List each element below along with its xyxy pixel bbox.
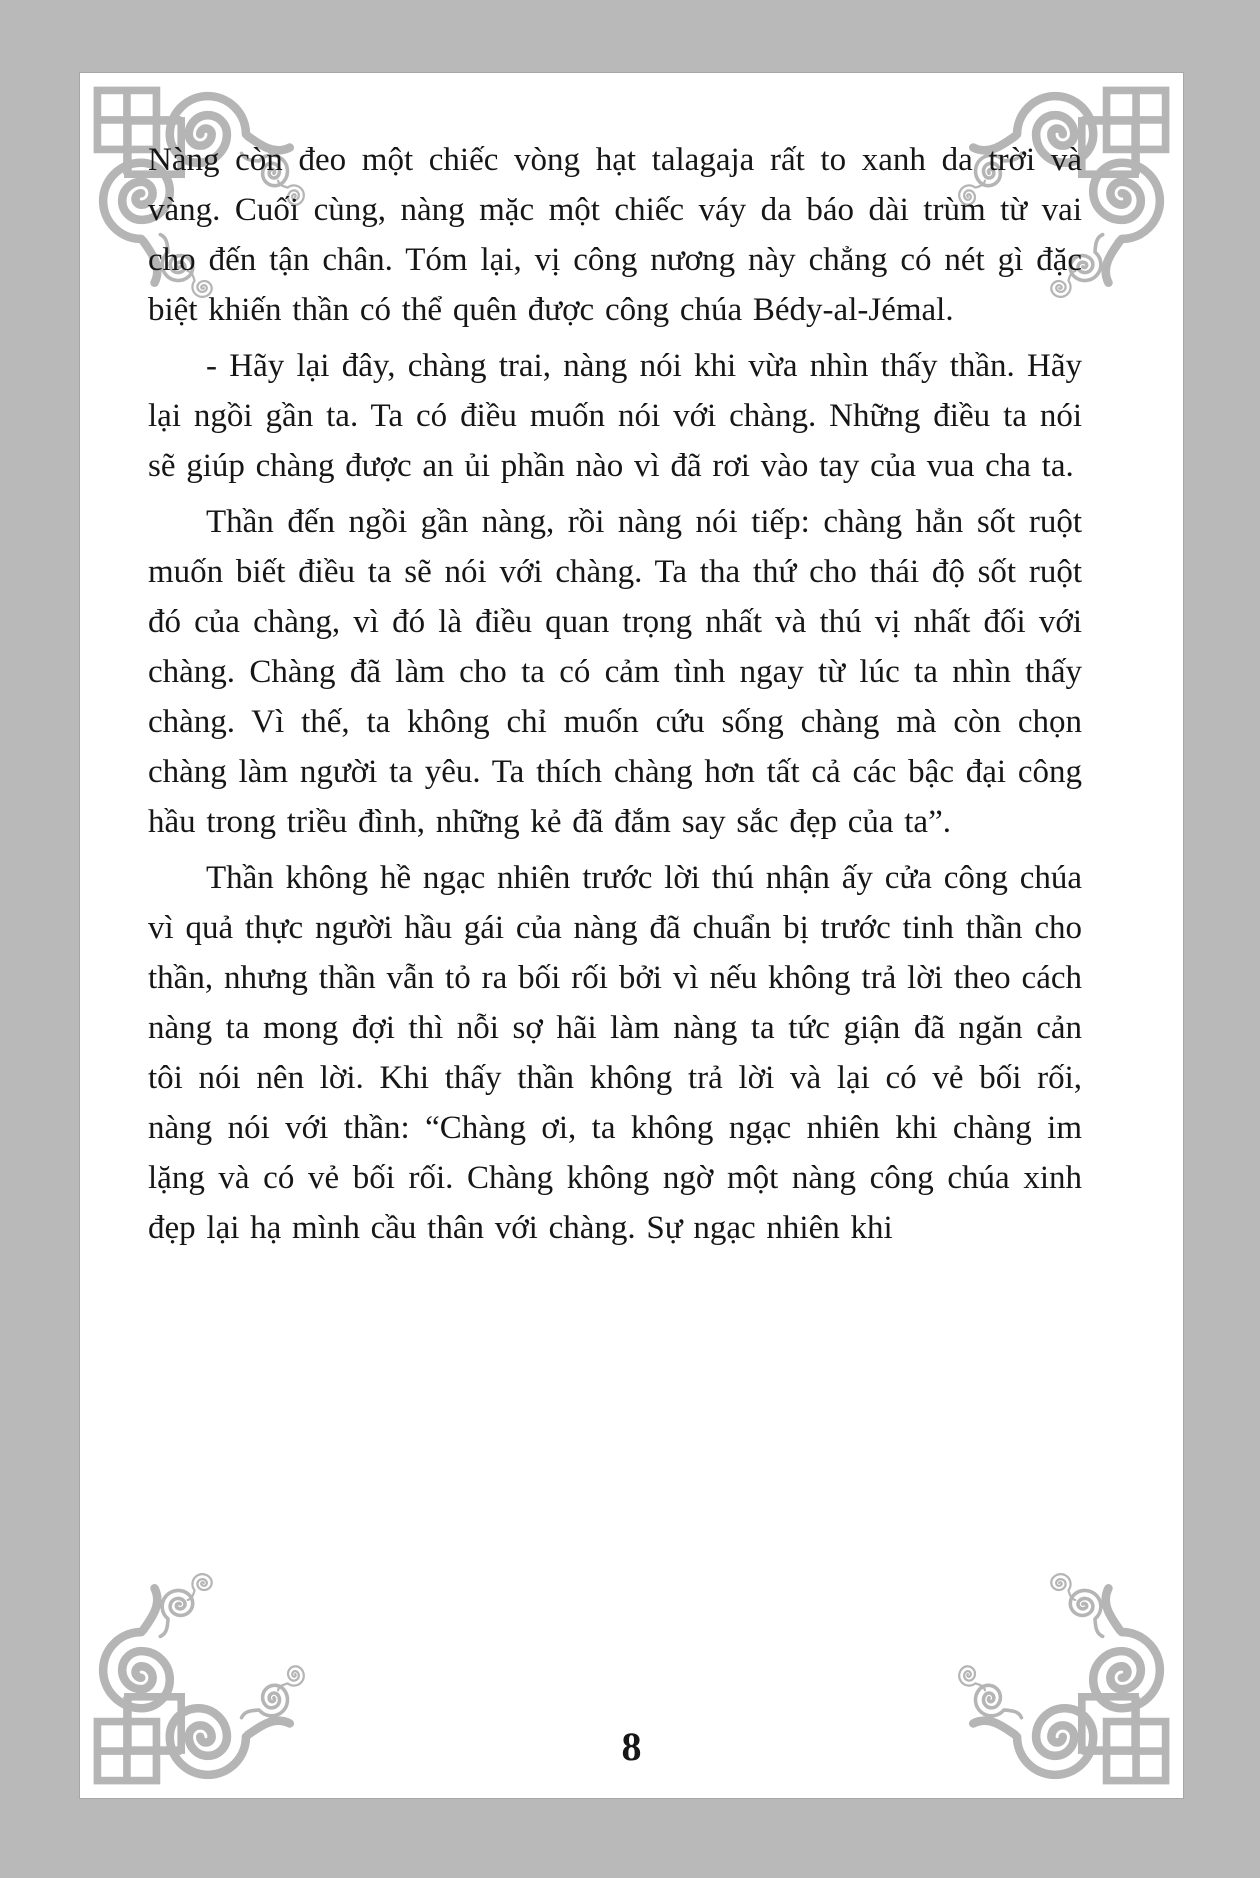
page-text bbox=[148, 135, 1082, 1253]
paragraph: - Hãy lại đây, chàng trai, nàng nói khi vừa nhìn thấy thần. Hãy lại ngồi gần ta. Ta có điều muốn nói với chàng. Những điều ta nói sẽ giúp chàng được an ủi phần nào vì đã rơi vào tay của vua cha ta. bbox=[148, 348, 1082, 484]
paragraph: Thần không hề ngạc nhiên trước lời thú nhận ấy cửa công chúa vì quả thực người hầu gái của nàng đã chuẩn bị trước tinh thần cho thần, nhưng thần vẫn tỏ ra bối rối bởi vì nếu không trả lời theo cách nàng ta mong đợi thì nỗi sợ hãi làm nàng ta tức giận đã ngăn cản tôi nói nên lời. Khi thấy thần không trả lời và lại có vẻ bối rối, nàng nói với thần: “Chàng ơi, ta không ngạc nhiên khi chàng im lặng và có vẻ bối rối. Chàng không ngờ một nàng công chúa xinh đẹp lại hạ mình cầu thân với chàng. Sự ngạc nhiên khi bbox=[148, 860, 1082, 1246]
paragraph: Nàng còn đeo một chiếc vòng hạt talagaja rất to xanh da trời và vàng. Cuối cùng, nàng mặc một chiếc váy da báo dài trùm từ vai cho đến tận chân. Tóm lại, vị công nương này chẳng có nét gì đặc biệt khiến thần có thể quên được công chúa Bédy-al-Jémal. bbox=[148, 142, 1082, 328]
book-page bbox=[80, 73, 1183, 1798]
page-number: 8 bbox=[621, 1724, 642, 1769]
paragraph: Thần đến ngồi gần nàng, rồi nàng nói tiếp: chàng hẳn sốt ruột muốn biết điều ta sẽ nói với chàng. Ta tha thứ cho thái độ sốt ruột đó của chàng, vì đó là điều quan trọng nhất và thú vị nhất đối với chàng. Chàng đã làm cho ta có cảm tình ngay từ lúc ta nhìn thấy chàng. Vì thế, ta không chỉ muốn cứu sống chàng mà còn chọn chàng làm người ta yêu. Ta thích chàng hơn tất cả các bậc đại công hầu trong triều đình, những kẻ đã đắm say sắc đẹp của ta”. bbox=[148, 504, 1082, 840]
